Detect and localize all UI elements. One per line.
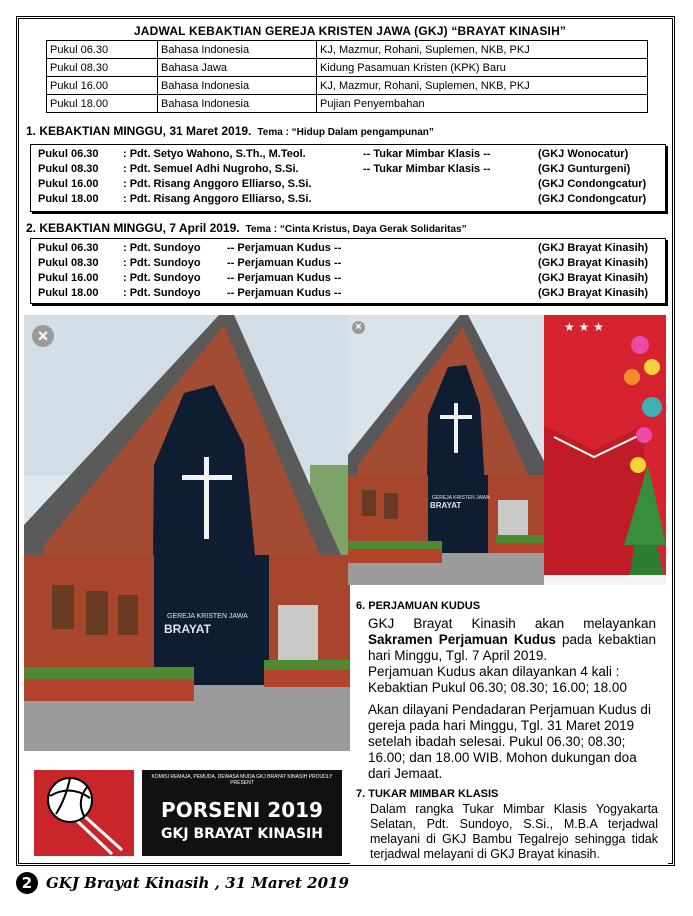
close-icon[interactable]: × bbox=[352, 321, 365, 334]
close-icon[interactable]: × bbox=[32, 325, 54, 347]
section-1-title: 1. KEBAKTIAN MINGGU, 31 Maret 2019. bbox=[26, 124, 252, 138]
service-church: (GKJ Brayat Kinasih) bbox=[538, 272, 649, 284]
section-2-box bbox=[30, 238, 666, 304]
service-church: (GKJ Brayat Kinasih) bbox=[538, 257, 649, 269]
announcements-column bbox=[350, 596, 668, 864]
section-6-text: pada kebaktian hari Minggu, Tgl. 7 April 2019. bbox=[368, 632, 656, 663]
service-time: Pukul 08.30 bbox=[38, 257, 99, 269]
banner-small-text: KOMISI REMAJA, PEMUDA, DEWASA MUDA GKJ BRAYAT KINASIH PROUDLY PRESENT bbox=[151, 774, 333, 786]
service-preacher: : Pdt. Sundoyo bbox=[123, 272, 201, 284]
schedule-row bbox=[47, 95, 648, 113]
church-photo-right bbox=[348, 315, 546, 585]
section-6-bold-text: Sakramen Perjamuan Kudus bbox=[368, 632, 556, 647]
church-illustration bbox=[348, 315, 546, 585]
schedule-row bbox=[47, 77, 648, 95]
church-illustration bbox=[24, 315, 350, 751]
section-1-box bbox=[30, 144, 666, 212]
banner-red-panel bbox=[34, 770, 134, 856]
service-church: (GKJ Condongcatur) bbox=[538, 193, 647, 205]
church-sign-top: GEREJA KRISTEN JAWA bbox=[432, 495, 490, 501]
volleyball-icon bbox=[34, 770, 134, 856]
page-number: 2 bbox=[16, 872, 38, 894]
service-church: (GKJ Wonocatur) bbox=[538, 148, 629, 160]
service-time: Pukul 16.00 bbox=[38, 272, 99, 284]
service-time: Pukul 16.00 bbox=[38, 178, 99, 190]
schedule-songs: Pujian Penyembahan bbox=[317, 95, 648, 113]
service-time: Pukul 06.30 bbox=[38, 242, 99, 254]
schedule-table bbox=[46, 40, 648, 113]
section-2-tema: Tema : “Cinta Kristus, Daya Gerak Solidaritas” bbox=[245, 224, 467, 235]
service-note: -- Tukar Mimbar Klasis -- bbox=[363, 163, 491, 175]
section-6-paragraph-3: Akan dilayani Pendadaran Perjamuan Kudus di gereja pada hari Minggu, Tgl. 31 Maret 2019 setelah ibadah selesai. Pukul 06.30; 08.30; 16.00; dan 18.00 WIB. Mohon dukungan doa dari Jemaat. bbox=[368, 702, 651, 781]
church-sign-top: GEREJA KRISTEN JAWA bbox=[167, 613, 248, 620]
section-6-paragraph-2: Perjamuan Kudus akan dilayankan 4 kali : Kebaktian Pukul 06.30; 08.30; 16.00; 18.00 bbox=[368, 664, 627, 695]
service-note: -- Perjamuan Kudus -- bbox=[227, 272, 342, 284]
section-1-tema: Tema : “Hidup Dalam pengampunan” bbox=[257, 127, 434, 138]
section-1-heading bbox=[26, 124, 434, 138]
footer-text: GKJ Brayat Kinasih , 31 Maret 2019 bbox=[46, 874, 349, 892]
schedule-row bbox=[47, 59, 648, 77]
service-preacher: : Pdt. Sundoyo bbox=[123, 287, 201, 299]
banner-dark-panel bbox=[142, 770, 342, 856]
schedule-language: Bahasa Indonesia bbox=[158, 95, 317, 113]
service-church: (GKJ Gunturgeni) bbox=[538, 163, 631, 175]
porseni-banner bbox=[24, 760, 346, 860]
service-time: Pukul 18.00 bbox=[38, 287, 99, 299]
service-note: -- Tukar Mimbar Klasis -- bbox=[363, 148, 491, 160]
schedule-time: Pukul 08.30 bbox=[47, 59, 158, 77]
schedule-songs: KJ, Mazmur, Rohani, Suplemen, NKB, PKJ bbox=[317, 77, 648, 95]
service-church: (GKJ Brayat Kinasih) bbox=[538, 242, 649, 254]
schedule-songs: Kidung Pasamuan Kristen (KPK) Baru bbox=[317, 59, 648, 77]
section-6-paragraph-1 bbox=[368, 616, 656, 664]
christmas-illustration bbox=[544, 315, 666, 585]
church-sign-name: BRAYAT bbox=[430, 501, 462, 510]
christmas-decoration-image bbox=[544, 315, 666, 585]
service-church: (GKJ Condongcatur) bbox=[538, 178, 647, 190]
schedule-title: JADWAL KEBAKTIAN GEREJA KRISTEN JAWA (GKJ) “BRAYAT KINASIH” bbox=[133, 24, 567, 38]
schedule-row bbox=[47, 41, 648, 59]
service-note: -- Perjamuan Kudus -- bbox=[227, 287, 342, 299]
section-7-heading: 7. TUKAR MIMBAR KLASIS bbox=[356, 788, 499, 800]
section-2-title: 2. KEBAKTIAN MINGGU, 7 April 2019. bbox=[26, 221, 240, 235]
service-preacher: : Pdt. Sundoyo bbox=[123, 257, 201, 269]
service-preacher: : Pdt. Risang Anggoro Elliarso, S.Si. bbox=[123, 178, 312, 190]
section-7-paragraph: Dalam rangka Tukar Mimbar Klasis Yogyakarta Selatan, Pdt. Sundoyo, S.Si., M.B.A terjadwal melayani di GKJ Bambu Tegalrejo sehingga tidak terjadwal melayani di GKJ Brayat kinasih. bbox=[370, 802, 658, 861]
service-note: -- Perjamuan Kudus -- bbox=[227, 242, 342, 254]
schedule-language: Bahasa Indonesia bbox=[158, 77, 317, 95]
banner-title: PORSENI 2019 bbox=[161, 798, 323, 822]
schedule-language: Bahasa Jawa bbox=[158, 59, 317, 77]
service-note: -- Perjamuan Kudus -- bbox=[227, 257, 342, 269]
schedule-time: Pukul 18.00 bbox=[47, 95, 158, 113]
page-footer bbox=[16, 872, 349, 894]
service-preacher: : Pdt. Setyo Wahono, S.Th., M.Teol. bbox=[123, 148, 306, 160]
schedule-songs: KJ, Mazmur, Rohani, Suplemen, NKB, PKJ bbox=[317, 41, 648, 59]
service-time: Pukul 08.30 bbox=[38, 163, 99, 175]
service-preacher: : Pdt. Risang Anggoro Elliarso, S.Si. bbox=[123, 193, 312, 205]
schedule-time: Pukul 16.00 bbox=[47, 77, 158, 95]
service-preacher: : Pdt. Sundoyo bbox=[123, 242, 201, 254]
service-time: Pukul 18.00 bbox=[38, 193, 99, 205]
banner-subtitle: GKJ BRAYAT KINASIH bbox=[161, 826, 323, 842]
section-6-heading: 6. PERJAMUAN KUDUS bbox=[356, 600, 481, 612]
church-photo-left bbox=[24, 315, 350, 751]
svg-text:★ ★ ★: ★ ★ ★ bbox=[564, 320, 604, 334]
church-sign-name: BRAYAT bbox=[164, 622, 211, 636]
schedule-language: Bahasa Indonesia bbox=[158, 41, 317, 59]
section-6-text: GKJ Brayat Kinasih akan melayankan bbox=[368, 616, 656, 631]
schedule-time: Pukul 06.30 bbox=[47, 41, 158, 59]
service-time: Pukul 06.30 bbox=[38, 148, 99, 160]
section-2-heading bbox=[26, 221, 467, 235]
service-church: (GKJ Brayat Kinasih) bbox=[538, 287, 649, 299]
service-preacher: : Pdt. Semuel Adhi Nugroho, S.Si. bbox=[123, 163, 299, 175]
